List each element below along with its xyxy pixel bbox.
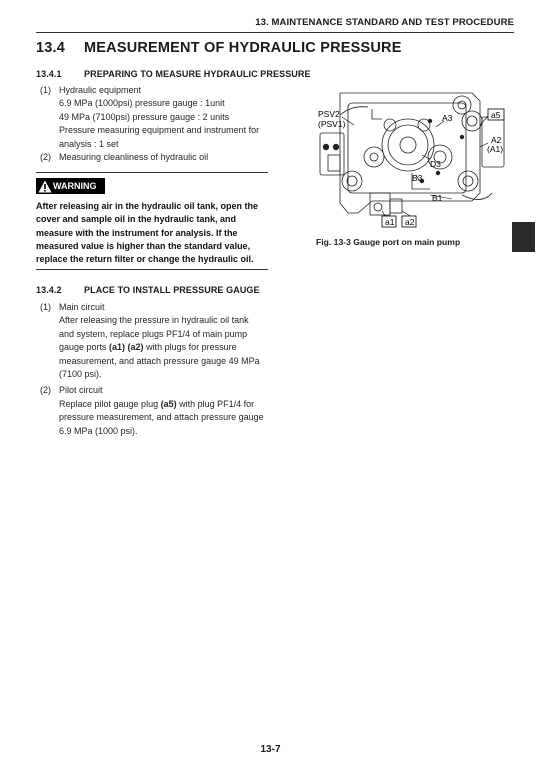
body-line — [59, 398, 270, 411]
warning-top-rule — [36, 172, 268, 173]
body-line: measurement, and attach pressure gauge 49 MPa — [59, 355, 260, 366]
equipment-details — [40, 97, 269, 151]
detail-line: 49 MPa (7100psi) pressure gauge : 2 units — [59, 111, 230, 122]
label-psv1: (PSV1) — [318, 119, 346, 129]
label-a3: A3 — [442, 113, 453, 123]
main-circuit-text — [40, 314, 270, 381]
subsection-title: PLACE TO INSTALL PRESSURE GAUGE — [84, 285, 260, 295]
pilot-circuit-text — [40, 398, 270, 438]
subsection-number: 13.4.1 — [36, 69, 62, 79]
section-title-text: MEASUREMENT OF HYDRAULIC PRESSURE — [84, 40, 402, 56]
subsection-heading-installing — [36, 285, 260, 295]
warning-badge — [36, 178, 105, 194]
warning-line: measured value is higher than the standard value, — [36, 240, 251, 251]
warning-bottom-rule — [36, 269, 268, 270]
pump-outline — [320, 93, 504, 215]
label-port-a1: a1 — [385, 217, 395, 227]
body-line: pressure measurement, and attach pressure gauge — [59, 412, 264, 423]
subsection-heading-preparing — [36, 69, 311, 79]
item-label: (2) — [40, 152, 51, 163]
detail-line: analysis : 1 set — [59, 138, 119, 149]
detail-line: 6.9 MPa (1000psi) pressure gauge : 1unit — [59, 98, 225, 109]
port-reference: (a5) — [160, 398, 177, 409]
section-title — [36, 40, 402, 56]
body-line: (7100 psi). — [59, 369, 102, 380]
item-title: Hydraulic equipment — [59, 85, 142, 95]
item-label: (1) — [40, 85, 51, 95]
gauge-install-list — [40, 301, 270, 438]
label-b1: B1 — [432, 193, 443, 203]
list-item — [40, 151, 269, 164]
item-title: Main circuit — [59, 302, 105, 312]
header-rule — [36, 32, 514, 33]
label-a1-paren: (A1) — [487, 144, 504, 154]
body-text: gauge ports — [59, 342, 110, 353]
warning-line: cover and sample oil in the hydraulic tank, and — [36, 214, 237, 225]
main-pump-figure — [312, 85, 514, 230]
equipment-list — [40, 84, 269, 164]
item-label: (1) — [40, 302, 51, 312]
section-number: 13.4 — [36, 40, 66, 56]
list-item — [40, 384, 270, 397]
body-line: 6.9 MPa (1000 psi). — [59, 425, 138, 436]
label-port-a2: a2 — [405, 217, 415, 227]
item-title: Measuring cleanliness of hydraulic oil — [59, 152, 209, 163]
label-a2: A2 — [491, 135, 502, 145]
body-line: and system, replace plugs PF1/4 of main pump — [59, 328, 248, 339]
warning-text — [36, 200, 268, 266]
body-text: with plugs for pressure — [143, 342, 237, 353]
label-psv2: PSV2 — [318, 109, 340, 119]
label-d3: D3 — [430, 159, 441, 169]
item-title: Pilot circuit — [59, 385, 103, 396]
body-line: After releasing the pressure in hydraulic oil tank — [59, 315, 249, 326]
chapter-header: 13. MAINTENANCE STANDARD AND TEST PROCEDURE — [255, 17, 514, 28]
label-b3: B3 — [412, 173, 423, 183]
list-item — [40, 301, 270, 314]
body-text: Replace pilot gauge plug — [59, 398, 161, 409]
subsection-number: 13.4.2 — [36, 285, 62, 295]
page-number: 13-7 — [260, 744, 281, 755]
label-a5: a5 — [491, 110, 501, 120]
section-tab-marker — [512, 222, 535, 252]
warning-line: replace the return filter or change the hydraulic oil. — [36, 254, 254, 265]
detail-line: Pressure measuring equipment and instrument for — [59, 125, 260, 136]
subsection-title: PREPARING TO MEASURE HYDRAULIC PRESSURE — [84, 69, 311, 79]
list-item — [40, 84, 269, 97]
warning-line: After releasing air in the hydraulic oil tank, open the — [36, 201, 259, 211]
warning-triangle-icon — [38, 180, 52, 193]
item-label: (2) — [40, 385, 51, 396]
warning-line: measure with the instrument for analysis. If the — [36, 227, 238, 238]
body-text: with plug PF1/4 for — [176, 398, 255, 409]
body-line — [59, 341, 270, 354]
warning-label: WARNING — [53, 181, 97, 191]
figure-caption: Fig. 13-3 Gauge port on main pump — [316, 237, 461, 247]
port-reference: (a1) (a2) — [109, 342, 144, 353]
